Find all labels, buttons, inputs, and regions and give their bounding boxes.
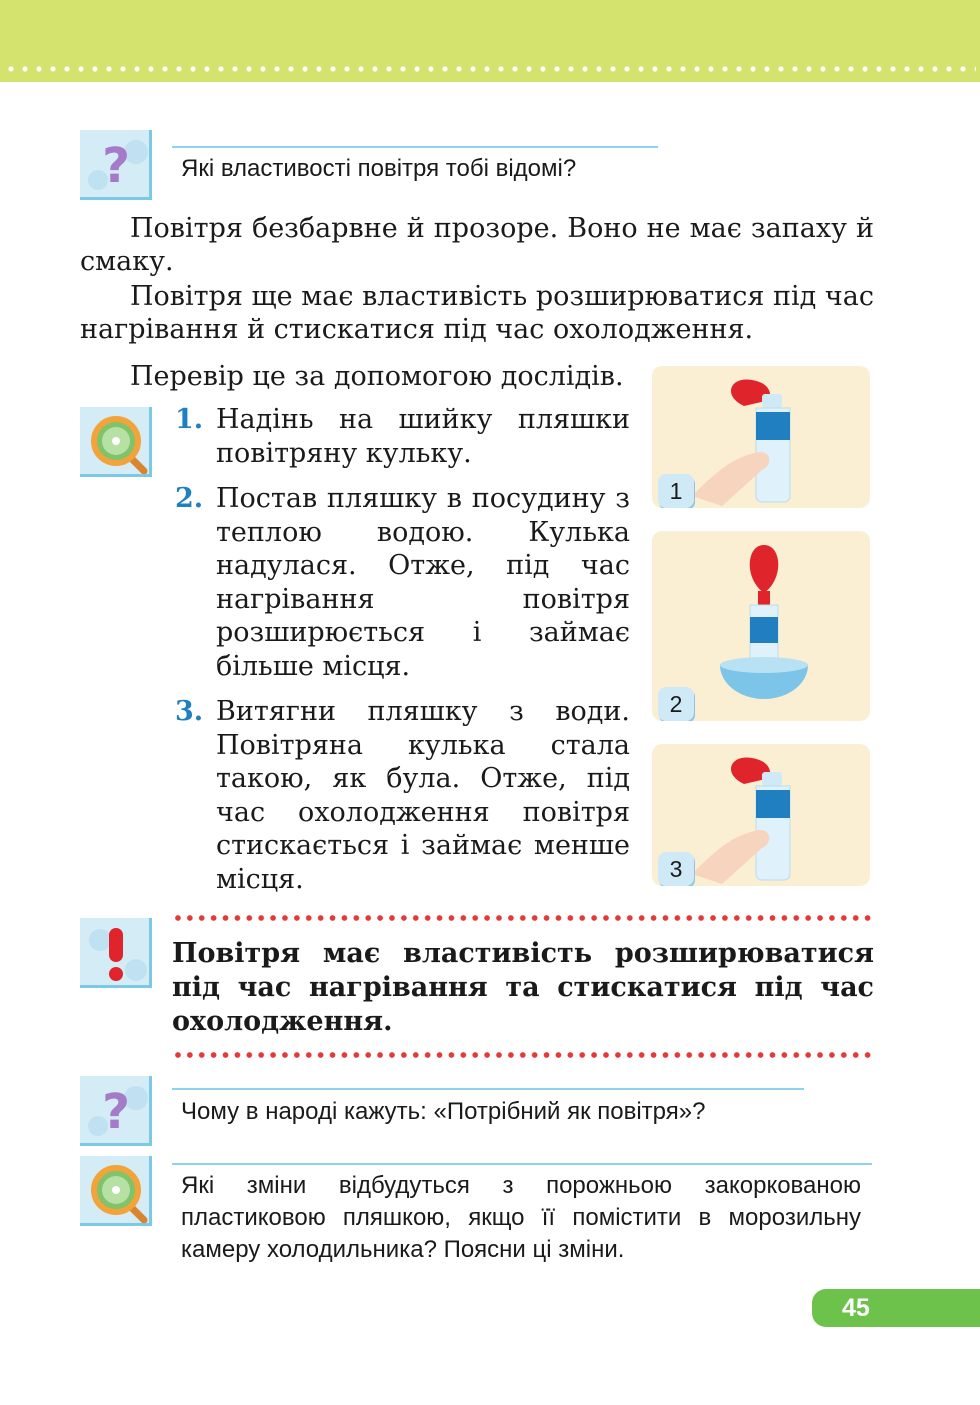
step-1 xyxy=(175,403,630,470)
question-bar xyxy=(172,1088,804,1090)
question-text: Чому в народі кажуть: «Потрібний як повітря»? xyxy=(181,1098,706,1125)
question-bar xyxy=(172,146,658,148)
page-number: 45 xyxy=(842,1294,870,1322)
experiment-icon xyxy=(80,407,152,477)
step-number: 3. xyxy=(175,696,204,727)
experiment-photo-3 xyxy=(652,744,870,886)
attention-icon xyxy=(80,918,152,988)
rule-dotted-line-top xyxy=(172,915,874,921)
photo-badge: 1 xyxy=(658,474,694,508)
rule-text: Повітря має властивість розширюватися під час нагрівання та стискатися під час охолодження. xyxy=(172,938,874,1037)
step-2 xyxy=(175,482,630,683)
task-text: Які зміни відбудуться з порожньою закоркованою пластиковою пляшкою, якщо її помістити в морозильну камеру холодильника? Поясни ці зміни. xyxy=(181,1172,861,1263)
question-text: Які властивості повітря тобі відомі? xyxy=(181,155,577,182)
experiment-photo-2 xyxy=(652,531,870,721)
svg-text:?: ? xyxy=(102,1084,130,1140)
paragraph: Повітря безбарвне й прозоре. Воно не має запаху й смаку. xyxy=(80,213,874,277)
question-icon xyxy=(80,130,152,200)
photo-badge: 3 xyxy=(658,852,694,886)
step-3 xyxy=(175,695,630,896)
rule-dotted-line-bottom xyxy=(172,1052,874,1058)
paragraph: Перевір це за допомогою дослідів. xyxy=(130,361,624,392)
experiment-photo-1 xyxy=(652,366,870,508)
intro-text xyxy=(80,212,874,346)
step-number: 1. xyxy=(175,404,204,435)
question-icon xyxy=(80,1076,152,1146)
step-text: Надінь на шийку пляшки повітряну кульку. xyxy=(216,404,630,469)
step-number: 2. xyxy=(175,483,204,514)
page-number-tab xyxy=(812,1289,980,1327)
step-text: Постав пляшку в посудину з теплою водою. Кулька надулася. Отже, під час нагрівання повітря розширюється і займає більше місця. xyxy=(216,483,630,682)
header-band xyxy=(0,0,980,82)
task-bar xyxy=(172,1163,872,1165)
paragraph: Повітря ще має властивість розширюватися під час нагрівання й стискатися під час охолодження. xyxy=(80,281,874,345)
step-text: Витягни пляшку з води. Повітряна кулька стала такою, як була. Отже, під час охолодження повітря стискається і займає менше місця. xyxy=(216,696,630,895)
photo-badge: 2 xyxy=(658,687,694,721)
experiment-icon xyxy=(80,1156,152,1226)
svg-text:?: ? xyxy=(102,138,130,194)
header-dots xyxy=(4,66,976,72)
